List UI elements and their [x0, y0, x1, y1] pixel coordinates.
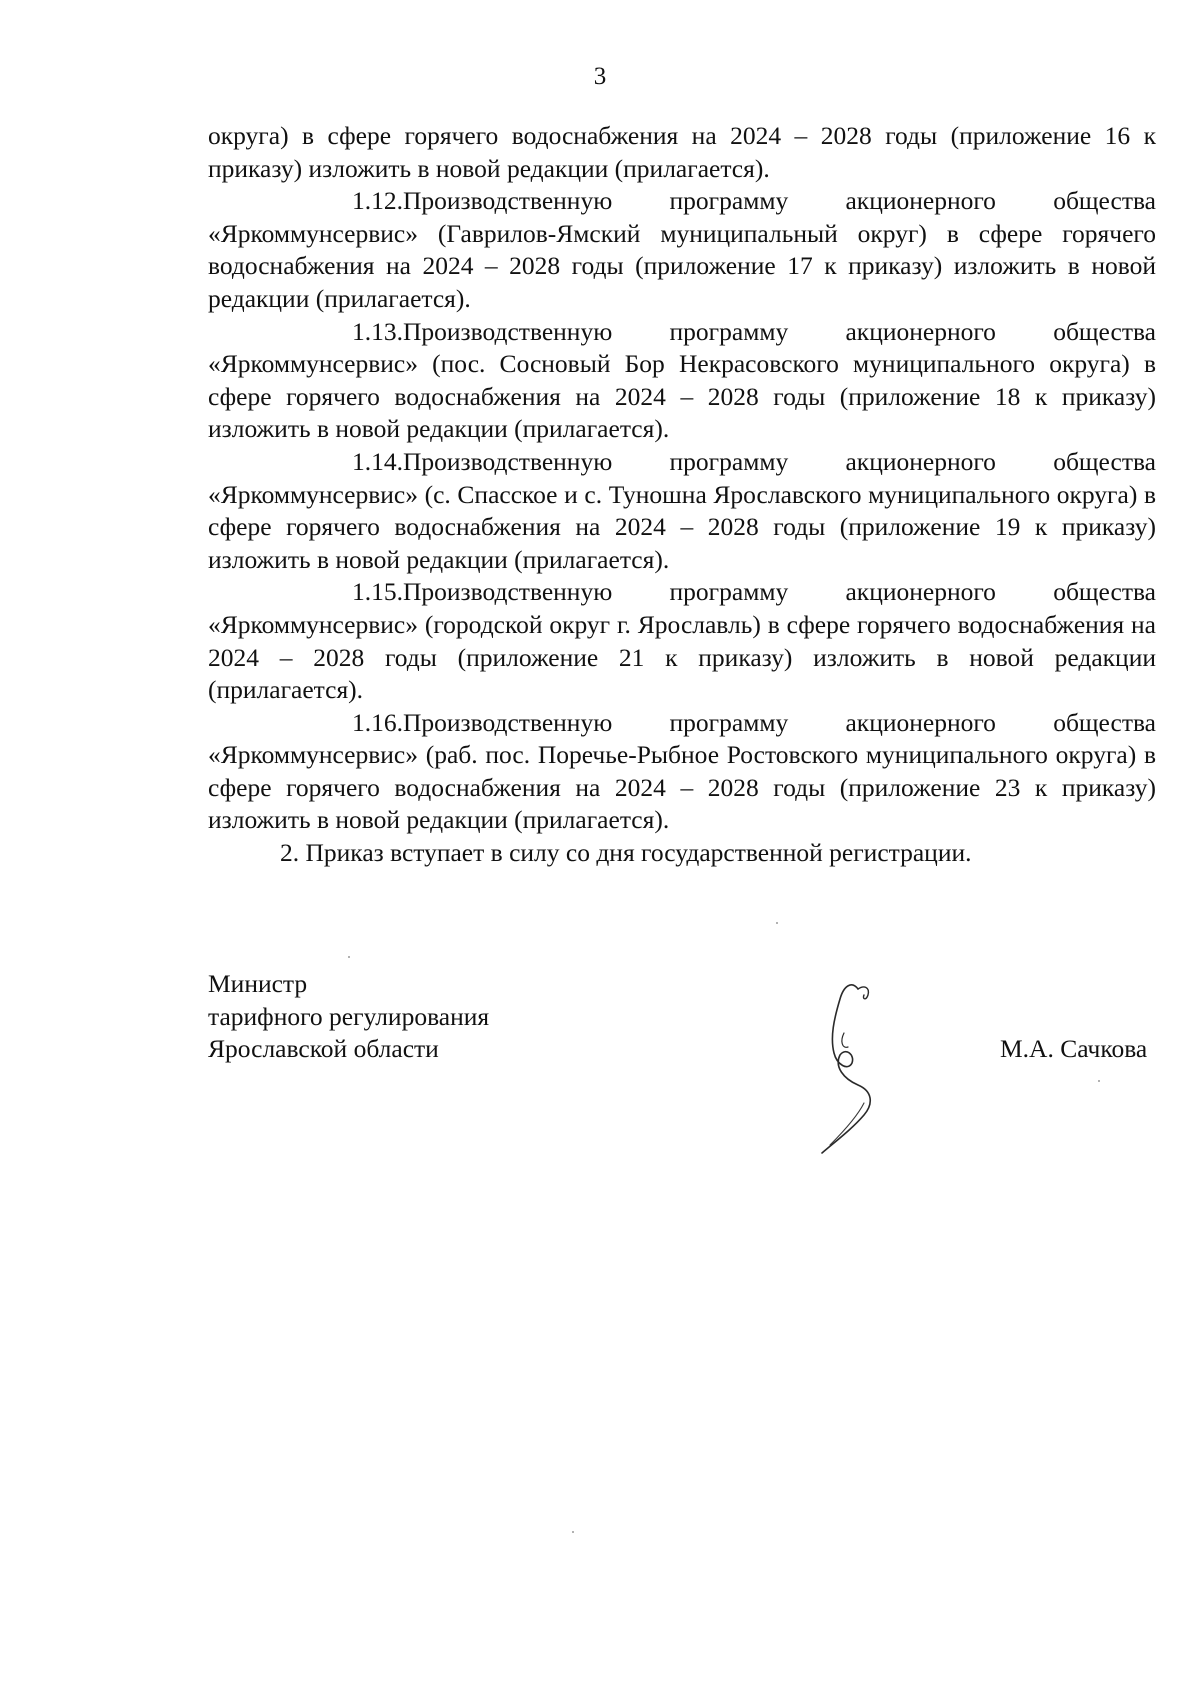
scan-speck — [572, 1531, 574, 1533]
paragraph-number: 1.16. — [352, 707, 403, 737]
paragraph-number: 1.14. — [352, 446, 403, 476]
paragraph-text: Производственную программу акционерного общества «Яркоммунсервис» (с. Спасское и с. Туношна Ярославского муниципального округа) в сфере горячего водоснабжения на 2024 – 2028 годы (приложение 19 к приказу) изложить в новой редакции (прилагается). — [208, 446, 1156, 574]
paragraph-number: 1.13. — [352, 316, 403, 346]
signatory-name: М.А. Сачкова — [1000, 1034, 1148, 1063]
signatory-title-line: тарифного регулирования — [208, 1001, 490, 1031]
paragraph-text: Производственную программу акционерного общества «Яркоммунсервис» (городской округ г. Ярославль) в сфере горячего водоснабжения на 2024 – 2028 годы (приложение 21 к приказу) изложить в новой редакции (прилагается). — [208, 577, 1156, 705]
paragraph-number: 1.12. — [352, 186, 403, 216]
signatory-title — [208, 968, 489, 1066]
paragraph-item-1-13 — [208, 316, 1156, 446]
paragraph-item-1-12 — [208, 185, 1156, 315]
paragraph-item-1-14 — [208, 446, 1156, 576]
page-number: 3 — [593, 63, 607, 90]
scan-speck — [776, 922, 778, 924]
signatory-title-line: Министр — [208, 969, 308, 998]
paragraph-text: Приказ вступает в силу со дня государственной регистрации. — [305, 838, 972, 868]
paragraph-number: 1.15. — [352, 577, 403, 607]
signatory-title-line: Ярославской области — [208, 1034, 439, 1064]
paragraph-text: Производственную программу акционерного общества «Яркоммунсервис» (пос. Сосновый Бор Некрасовского муниципального округа) в сфере горячего водоснабжения на 2024 – 2028 годы (приложение 18 к приказу) изложить в новой редакции (прилагается). — [208, 316, 1156, 444]
scan-speck — [348, 956, 350, 958]
scan-speck — [1098, 1080, 1100, 1082]
document-body — [208, 120, 1156, 870]
paragraph-item-1-16 — [208, 707, 1156, 837]
paragraph-item-1-15 — [208, 576, 1156, 706]
handwritten-signature-icon — [800, 975, 930, 1155]
paragraph-item-2 — [208, 837, 1156, 870]
paragraph-continuation — [208, 120, 1156, 185]
paragraph-number: 2. — [280, 838, 300, 868]
paragraph-text: Производственную программу акционерного общества «Яркоммунсервис» (раб. пос. Поречье-Рыбное Ростовского муниципального округа) в сфере горячего водоснабжения на 2024 – 2028 годы (приложение 23 к приказу) изложить в новой редакции (прилагается). — [208, 707, 1156, 835]
paragraph-text: Производственную программу акционерного общества «Яркоммунсервис» (Гаврилов-Ямский муниципальный округ) в сфере горячего водоснабжения на 2024 – 2028 годы (приложение 17 к приказу) изложить в новой редакции (прилагается). — [208, 186, 1156, 313]
paragraph-text: округа) в сфере горячего водоснабжения на 2024 – 2028 годы (приложение 16 к приказу) изложить в новой редакции (прилагается). — [208, 121, 1156, 183]
